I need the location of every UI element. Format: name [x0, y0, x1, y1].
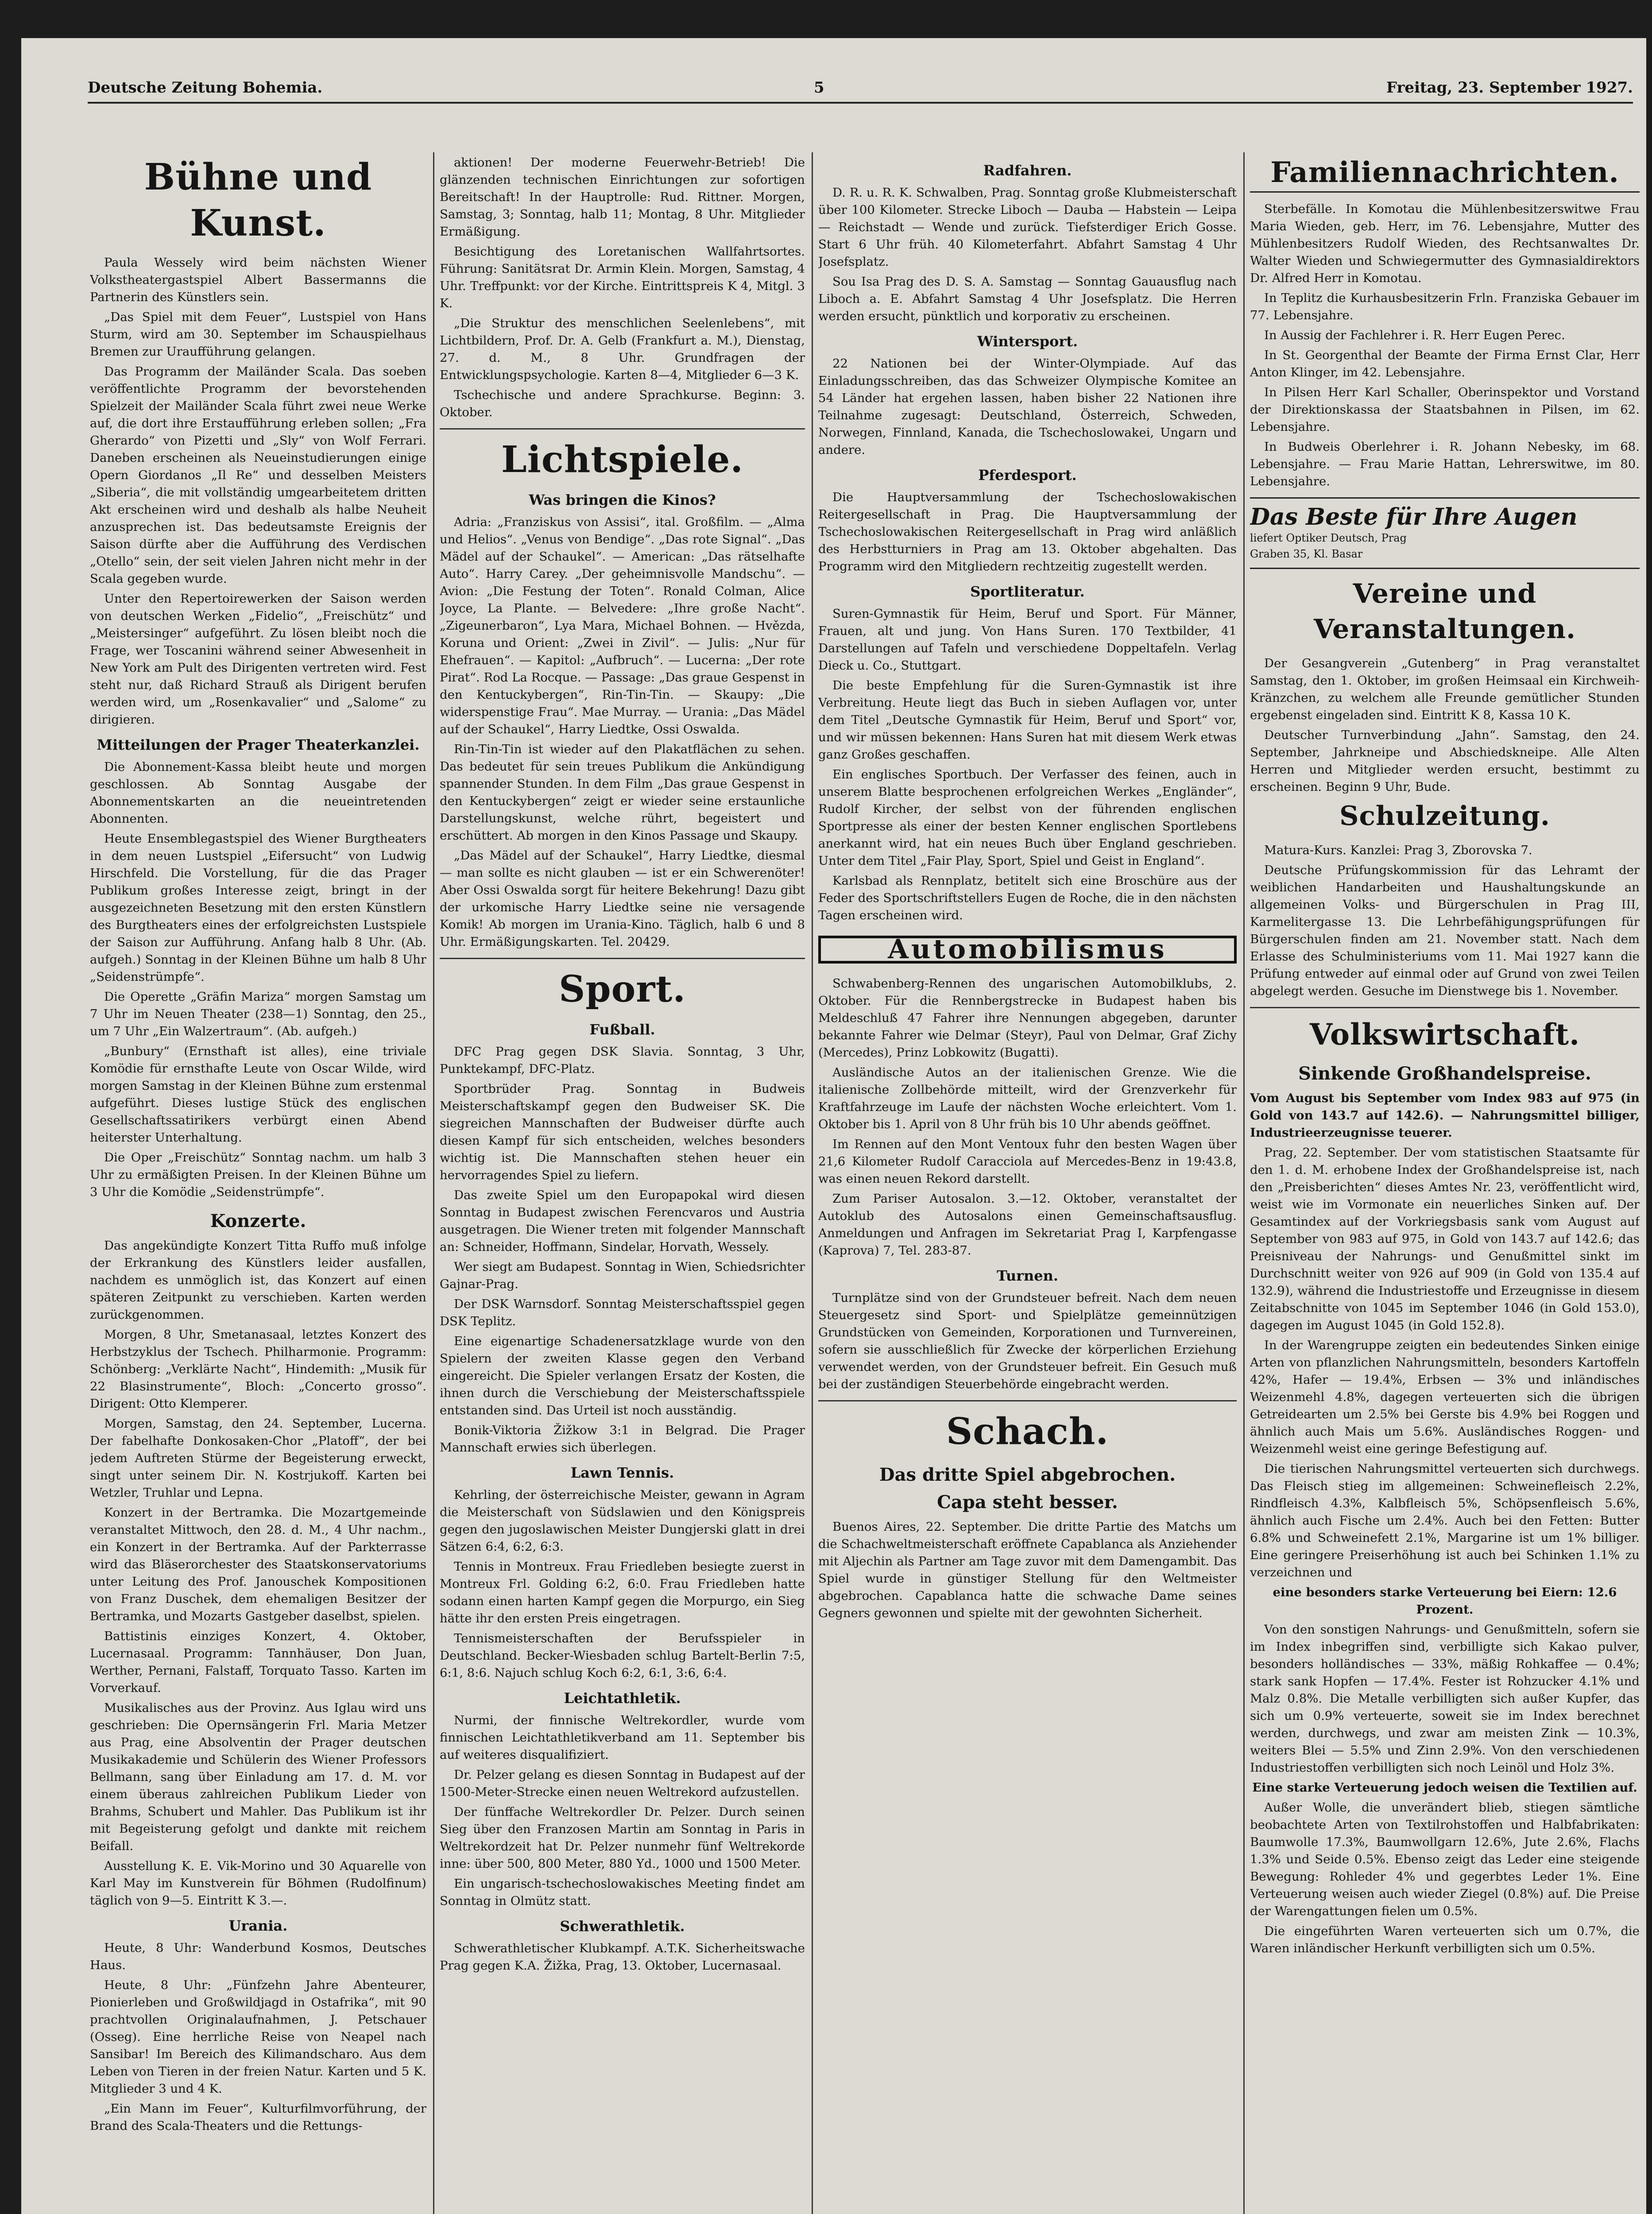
section-banner: Automobilismus: [818, 936, 1237, 964]
article-text: Deutsche Prüfungskommission für das Lehramt der weiblichen Handarbeiten und Haushaltungskunde an allgemeinen Volks- und Bürgerschulen in Prag III, Karmelitergasse 13. Die Lehrbefähigungsprüfungen für Bürgerschulen finden am 21. November statt. Nach dem Erlasse des Schulministeriums vom 11. Mai 1927 kann die Prüfung entweder auf einmal oder auf Grund von zwei Teilen abgelegt werden. Gesuche im Dienstwege bis 1. November.: [1250, 863, 1640, 998]
date-line: Freitag, 23. September 1927.: [1386, 79, 1633, 97]
header-rule: [88, 102, 1633, 104]
article-text: Die Operette „Gräfin Mariza“ morgen Samstag um 7 Uhr im Neuen Theater (238—1) Sonntag, den 25., um 7 Uhr „Ein Walzertraum“. (Ab. aufgeh.): [90, 990, 426, 1038]
article-text: Der DSK Warnsdorf. Sonntag Meisterschaftsspiel gegen DSK Teplitz.: [440, 1297, 805, 1328]
article-text: In Aussig der Fachlehrer i. R. Herr Eugen Perec.: [1264, 328, 1565, 342]
section-title: Schach.: [946, 1410, 1109, 1453]
article-text: Die eingeführten Waren verteuerten sich um 0.7%, die Waren inländischer Herkunft verbilligten sich um 0.5%.: [1250, 1924, 1640, 1955]
subsection-heading: Leichtathletik.: [564, 1690, 681, 1707]
ad-address: Graben 35, Kl. Basar: [1250, 548, 1363, 560]
article-text: Die Hauptversammlung der Tschechoslowakischen Reitergesellschaft in Prag. Die Hauptversammlung der Tschechoslowakischen Reitergesellschaft in Prag wird anläßlich des Herbstturniers in Prag am 13. Oktober abgehalten. Das Programm wird den Mitgliedern rechtzeitig zugestellt werden.: [818, 490, 1237, 573]
article-text: Ausstellung K. E. Vik-Morino und 30 Aquarelle von Karl May im Kunstverein für Böhmen (Rudolfinum) täglich von 9—5. Eintritt K 3.—.: [90, 1859, 426, 1908]
article-text: In Teplitz die Kurhausbesitzerin Frln. Franziska Gebauer im 77. Lebensjahre.: [1250, 291, 1640, 322]
article-text: Heute Ensemblegastspiel des Wiener Burgtheaters in dem neuen Lustspiel „Eifersucht“ von Ludwig Hirschfeld. Die Vorstellung, für die das Prager Publikum großes Interesse zeigt, bringt in der ausgezeichneten Besetzung mit den ersten Künstlern des Burgtheaters eines der erfolgreichsten Lustspiele der Saison zur Aufführung. Anfang halb 8 Uhr. (Ab. aufgeh.) Sonntag in der Kleinen Bühne um halb 8 Uhr „Seidenstrümpfe“.: [90, 832, 426, 984]
article-text: Rin-Tin-Tin ist wieder auf den Plakatflächen zu sehen. Das bedeutet für sein treues Publikum die Ankündigung spannender Stunden. In dem Film „Das graue Gespenst in den Kentuckybergen“ zeigt er wieder seine erstaunliche Darstellungskunst, welche rührt, begeistert und erschüttert. Ab morgen in den Kinos Passage und Skaupy.: [440, 742, 805, 843]
subsection-heading: Radfahren.: [983, 162, 1072, 179]
section-title: Volkswirtschaft.: [1309, 1017, 1580, 1052]
ad-headline: Das Beste für Ihre Augen: [1250, 503, 1578, 530]
article-text: Außer Wolle, die unverändert blieb, stiegen sämtliche beobachtete Arten von Textilrohstoffen und Halbfabrikaten: Baumwolle 17.3%, Baumwollgarn 12.6%, Jute 2.6%, Flachs 1.3% und Seide 0.5%. Ebenso zeigt das Leder eine steigende Bewegung: Rohleder 4% und gegerbtes Leder 1%. Eine Verteuerung weisen auch wieder Ziegel (0.8%) auf. Die Preise der Warengattungen fielen um 0.5%.: [1250, 1800, 1640, 1918]
article-text: In Pilsen Herr Karl Schaller, Oberinspektor und Vorstand der Direktionskassa der Staatsbahnen in Pilsen, im 62. Lebensjahre.: [1250, 385, 1640, 434]
article-emphasis: Eine starke Verteuerung jedoch weisen die Textilien auf.: [1252, 1780, 1637, 1795]
article-text: Eine eigenartige Schadenersatzklage wurde von den Spielern der zweiten Klasse gegen den Verband eingereicht. Die Spieler verlangen Ersatz der Kosten, die ihnen durch die Verschiebung der Meisterschaftsspiele entstanden sind. Das Urteil ist noch ausständig.: [440, 1334, 805, 1417]
column-1: [90, 154, 426, 2214]
article-text: Morgen, 8 Uhr, Smetanasaal, letztes Konzert des Herbstzyklus der Tschech. Philharmonie. Programm: Schönberg: „Verklärte Nacht“, Hindemith: „Musik für 22 Blasinstrumente“, Bloch: „Concerto grosso“. Dirigent: Otto Klemperer.: [90, 1328, 426, 1411]
article-text: Matura-Kurs. Kanzlei: Prag 3, Zborovska 7.: [1264, 843, 1532, 857]
article-text: Der fünffache Weltrekordler Dr. Pelzer. Durch seinen Sieg über den Franzosen Martin am Sonntag in Paris in Weltrekordzeit hat Dr. Pelzer nunmehr fünf Weltrekorde inne: über 500, 800 Meter, 880 Yd., 1000 und 1500 Meter.: [440, 1805, 805, 1871]
article-text: Das angekündigte Konzert Titta Ruffo muß infolge der Erkrankung des Künstlers leider ausfallen, nachdem es unmöglich ist, das Konzert auf einen späteren Zeitpunkt zu verschieben. Karten werden zurückgenommen.: [90, 1239, 426, 1322]
article-text: Die Abonnement-Kassa bleibt heute und morgen geschlossen. Ab Sonntag Ausgabe der Abonnementskarten an die neueintretenden Abonnenten.: [90, 760, 426, 826]
subsection-heading: Sinkende Großhandelspreise.: [1298, 1063, 1591, 1084]
article-text: Tschechische und andere Sprachkurse. Beginn: 3. Oktober.: [440, 388, 805, 419]
article-text: Schwabenberg-Rennen des ungarischen Automobilklubs, 2. Oktober. Für die Rennbergstrecke in Budapest haben bis Meldeschluß 47 Fahrer ihre Nennungen abgegeben, darunter bekannte Fahrer wie Delmar (Steyr), Paul von Delmar, Graf Zichy (Mercedes), Prinz Lobkowitz (Bugatti).: [818, 976, 1237, 1060]
subsection-heading: Mitteilungen der Prager Theaterkanzlei.: [97, 736, 420, 753]
article-text: „Ein Mann im Feuer“, Kulturfilmvorführung, der Brand des Scala-Theaters und die Rettungs-: [90, 2102, 426, 2133]
newspaper-page: [21, 38, 1646, 2214]
article-text: Ausländische Autos an der italienischen Grenze. Wie die italienische Zollbehörde mitteilt, wird der Grenzverkehr für Kraftfahrzeuge im Laufe der nächsten Woche erleichtert. Vom 1. Oktober bis 1. April von 8 Uhr früh bis 10 Uhr abends geöffnet.: [818, 1065, 1237, 1131]
article-text: Suren-Gymnastik für Heim, Beruf und Sport. Für Männer, Frauen, alt und jung. Von Hans Suren. 170 Textbilder, 41 Darstellungen auf Tafeln und verschiedene Doppeltafeln. Verlag Dieck u. Co., Stuttgart.: [818, 607, 1237, 673]
subsection-heading: Capa steht besser.: [937, 1492, 1118, 1513]
section-title: Lichtspiele.: [501, 438, 743, 481]
article-text: In der Warengruppe zeigten ein bedeutendes Sinken einige Arten von pflanzlichen Nahrungsmitteln, besonders Kartoffeln 42%, Hafer — 19.4%, Erbsen — 3% und inländisches Weizenmehl 4.8%, dagegen verteuerten sich die übrigen Getreidearten um 2.5% bei Gerste bis 4.9% bei Roggen und ähnlich auch Mais um 5.6%. Ausländisches Roggen- und Weizenmehl weist eine geringe Befestigung auf.: [1250, 1338, 1640, 1456]
article-text: In St. Georgenthal der Beamte der Firma Ernst Clar, Herr Anton Klinger, im 42. Lebensjahre.: [1250, 348, 1640, 379]
section-title: Sport.: [559, 968, 686, 1010]
article-text: Besichtigung des Loretanischen Wallfahrtsortes. Führung: Sanitätsrat Dr. Armin Klein. Morgen, Samstag, 4 Uhr. Treffpunkt: vor der Kirche. Eintrittspreis K 4, Mitgl. 3 K.: [440, 244, 805, 310]
article-text: Die Oper „Freischütz“ Sonntag nachm. um halb 3 Uhr zu ermäßigten Preisen. In der Kleinen Bühne um 3 Uhr die Komödie „Seidenstrümpfe“.: [90, 1150, 426, 1199]
subsection-heading: Urania.: [228, 1917, 288, 1934]
article-text: Bonik-Viktoria Žižkow 3:1 in Belgrad. Die Prager Mannschaft erwies sich überlegen.: [440, 1423, 805, 1455]
article-text: Das zweite Spiel um den Europapokal wird diesen Sonntag in Budapest zwischen Ferencvaros und Austria ausgetragen. Die Wiener treten mit folgender Mannschaft an: Schneider, Hoffmann, Sindelar, Horvath, Wessely.: [440, 1188, 805, 1254]
subsection-heading: Sportliteratur.: [970, 583, 1085, 600]
subsection-heading: Lawn Tennis.: [570, 1464, 674, 1481]
article-text: Schwerathletischer Klubkampf. A.T.K. Sicherheitswache Prag gegen K.A. Žižka, Prag, 13. Oktober, Lucernasaal.: [440, 1941, 805, 1973]
article-text: Musikalisches aus der Provinz. Aus Iglau wird uns geschrieben: Die Opernsängerin Frl. Maria Metzer aus Prag, eine Absolventin der Prager deutschen Musikakademie und Schülerin des Wiener Professors Bellmann, sang über Einladung am 17. d. M. vor einem überaus zahlreichen Publikum Lieder von Brahms, Schubert und Mahler. Das Publikum ist ihr mit Begeisterung gefolgt und dankte mit reichem Beifall.: [90, 1701, 426, 1853]
article-text: „Das Spiel mit dem Feuer“, Lustspiel von Hans Sturm, wird am 30. September im Schauspielhaus Bremen zur Uraufführung gelangen.: [90, 310, 426, 359]
column-rule: [812, 152, 813, 2214]
article-text: Heute, 8 Uhr: Wanderbund Kosmos, Deutsches Haus.: [90, 1941, 426, 1972]
article-text: Wer siegt am Budapest. Sonntag in Wien, Schiedsrichter Gajnar-Prag.: [440, 1260, 805, 1291]
subsection-heading: Das dritte Spiel abgebrochen.: [879, 1464, 1176, 1485]
article-text: Sou Isa Prag des D. S. A. Samstag — Sonntag Gauausflug nach Liboch a. E. Abfahrt Samstag 4 Uhr Josefsplatz. Die Herren werden ersucht, pünktlich und korporativ zu erscheinen.: [818, 275, 1237, 323]
article-text: Im Rennen auf den Mont Ventoux fuhr den besten Wagen über 21,6 Kilometer Rudolf Caracciola auf Mercedes-Benz in 19:43.8, was einen neuen Rekord darstellt.: [818, 1137, 1237, 1186]
article-emphasis: eine besonders starke Verteuerung bei Eiern: 12.6 Prozent.: [1273, 1585, 1617, 1617]
subsection-heading: Pferdesport.: [978, 467, 1077, 484]
article-text: D. R. u. R. K. Schwalben, Prag. Sonntag große Klubmeisterschaft über 100 Kilometer. Strecke Liboch — Dauba — Habstein — Leipa — Reichstadt — Wende und zurück. Tiefsterdiger Erich Gosse. Start 6 Uhr früh. 40 Kilometerfahrt. Abfahrt Samstag 4 Uhr Josefsplatz.: [818, 186, 1237, 269]
subsection-heading: Was bringen die Kinos?: [529, 492, 716, 508]
article-text: Karlsbad als Rennplatz, betitelt sich eine Broschüre aus der Feder des Sportschriftstellers Eugen de Roche, die in den nächsten Tagen erscheinen wird.: [818, 874, 1237, 922]
article-text: DFC Prag gegen DSK Slavia. Sonntag, 3 Uhr, Punktekampf, DFC-Platz.: [440, 1045, 805, 1076]
divider: [440, 958, 805, 959]
article-text: In Budweis Oberlehrer i. R. Johann Nebesky, im 68. Lebensjahre. — Frau Marie Hattan, Lehrerswitwe, im 80. Lebensjahre.: [1250, 440, 1640, 488]
article-text: 22 Nationen bei der Winter-Olympiade. Auf das Einladungsschreiben, das das Schweizer Olympische Komitee an 54 Länder hat ergehen lassen, haben bisher 22 Nationen ihre Teilnahme zugesagt: Deutschland, Österreich, Schweden, Norwegen, Finnland, Kanada, die Tschechoslowakei, Ungarn und andere.: [818, 356, 1237, 457]
ad-text: liefert Optiker Deutsch, Prag: [1250, 532, 1407, 544]
section-title: Vereine und Veranstaltungen.: [1313, 578, 1576, 645]
article-text: Konzert in der Bertramka. Die Mozartgemeinde veranstaltet Mittwoch, den 28. d. M., 4 Uhr nachm., ein Konzert in der Bertramka. Auf der Parkterrasse wird das Bläserorchester des Staatskonservatoriums unter Leitung des Prof. Janouschek Kompositionen von Franz Duschek, dem ehemaligen Besitzer der Bertramka, und Mozarts Gastgeber daselbst, spielen.: [90, 1506, 426, 1623]
article-text: Der Gesangverein „Gutenberg“ in Prag veranstaltet Samstag, den 1. Oktober, im großen Heimsaal ein Kirchweih-Kränzchen, zu welchem alle Freunde gemütlicher Stunden ergebenst eingeladen sind. Eintritt K 8, Kassa 10 K.: [1250, 656, 1640, 722]
page-header: [88, 79, 1633, 100]
article-text: Turnplätze sind von der Grundsteuer befreit. Nach dem neuen Steuergesetz sind Sport- und Spielplätze gemeinnützigen Grundstücken von Gemeinden, Korporationen und Turnvereinen, sofern sie ausschließlich für Zwecke der körperlichen Erziehung verwendet werden, von der Grundsteuer befreit. Ein Gesuch muß bei der zuständigen Steuerbehörde eingebracht werden.: [818, 1291, 1237, 1391]
article-text: Ein englisches Sportbuch. Der Verfasser des feinen, auch in unserem Blatte besprochenen erfolgreichen Werkes „Engländer“, Rudolf Kircher, der selbst von der führenden englischen Sportpresse als einer der besten Kenner englischen Sportlebens anerkannt wird, hat ein neues Buch über England geschrieben. Unter dem Titel „Fair Play, Sport, Spiel und Geist in England“.: [818, 767, 1237, 868]
article-text: Tennis in Montreux. Frau Friedleben besiegte zuerst in Montreux Frl. Golding 6:2, 6:0. Frau Friedleben hatte sodann einen harten Kampf gegen die Morpurgo, ein Sieg hätte ihr den ersten Preis eingetragen.: [440, 1560, 805, 1626]
column-rule: [433, 152, 434, 2214]
page-number: 5: [814, 79, 824, 97]
article-text: aktionen! Der moderne Feuerwehr-Betrieb! Die glänzenden technischen Einrichtungen zur sofortigen Bereitschaft! In der Hauptrolle: Rud. Rittner. Morgen, Samstag, 3; Sonntag, halb 11; Montag, 8 Uhr. Mitglieder Ermäßigung.: [440, 155, 805, 239]
article-text: Die beste Empfehlung für die Suren-Gymnastik ist ihre Verbreitung. Heute liegt das Buch in sieben Auflagen vor, unter dem Titel „Deutsche Gymnastik für Heim, Beruf und Sport“ vor, und wir müssen bekennen: Hans Suren hat mit diesem Werk etwas ganz Großes geschaffen.: [818, 678, 1237, 762]
article-text: „Die Struktur des menschlichen Seelenlebens“, mit Lichtbildern, Prof. Dr. A. Gelb (Frankfurt a. M.), Dienstag, 27. d. M., 8 Uhr. Grundfragen der Entwicklungspsychologie. Karten 8—4, Mitglieder 6—3 K.: [440, 316, 805, 382]
article-text: Von den sonstigen Nahrungs- und Genußmitteln, sofern sie im Index inbegriffen sind, verbilligte sich Kakao pulver, besonders holländisches — 33%, mäßig Rohkaffee — 0.4%; stark sank Hopfen — 17.4%. Fester ist Rohzucker 4.1% und Malz 0.8%. Die Metalle verbilligten sich außer Kupfer, das sich um 0.9% verteuerte, soweit sie im Index berechnet werden, durchwegs, und zwar am meisten Zink — 10.3%, weiters Blei — 5.5% und Zinn 2.9%. Von den verschiedenen Industriestoffen verbilligten sich noch Leinöl und Holz 3%.: [1250, 1622, 1640, 1775]
column-2: [440, 154, 805, 2214]
article-text: Paula Wessely wird beim nächsten Wiener Volkstheatergastspiel Albert Bassermanns die Partnerin des Künstlers sein.: [90, 255, 426, 304]
divider: [440, 428, 805, 430]
divider: [818, 1400, 1237, 1401]
article-lead: Vom August bis September vom Index 983 auf 975 (in Gold von 143.7 auf 142.6). — Nahrungsmittel billiger, Industrieerzeugnisse teuerer.: [1250, 1091, 1640, 1140]
divider: [1250, 1007, 1640, 1008]
article-text: Buenos Aires, 22. September. Die dritte Partie des Matchs um die Schachweltmeisterschaft eröffnete Capablanca als Anziehender mit Aljechin als Partner am Tage zuvor mit dem Damengambit. Das Spiel wurde in günstiger Stellung für den Weltmeister abgebrochen. Capablanca hatte die schwache Dame seines Gegners gewonnen und spielte mit der gewohnten Sicherheit.: [818, 1520, 1237, 1620]
column-rule: [1243, 152, 1245, 2214]
article-text: Ein ungarisch-tschechoslowakisches Meeting findet am Sonntag in Olmütz statt.: [440, 1877, 805, 1908]
subsection-heading: Schwerathletik.: [560, 1918, 685, 1935]
article-text: Sportbrüder Prag. Sonntag in Budweis Meisterschaftskampf gegen den Budweiser SK. Die siegreichen Mannschaften der Budweiser dürfte auch diesen Kampf für sich entscheiden, welches besonders wichtig ist. Die Mannschaften stehen heuer ein hervorragendes Spiel zu liefern.: [440, 1082, 805, 1182]
column-3: [818, 154, 1237, 2214]
subsection-heading: Konzerte.: [210, 1211, 306, 1231]
article-text: „Das Mädel auf der Schaukel“, Harry Liedtke, diesmal — man sollte es nicht glauben — ist er ein Schwerenöter! Aber Ossi Oswalda sorgt für heitere Bekehrung! Dazu gibt der urkomische Harry Liedtke seine nie versagende Komik! Ab morgen im Urania-Kino. Täglich, halb 6 und 8 Uhr. Ermäßigungskarten. Tel. 20429.: [440, 848, 805, 949]
section-title: Bühne und Kunst.: [144, 156, 372, 244]
article-text: Heute, 8 Uhr: „Fünfzehn Jahre Abenteurer, Pionierleben und Großwildjagd in Ostafrika“, mit 90 prachtvollen Originalaufnahmen, J. Petschauer (Osseg). Eine herrliche Reise von Neapel nach Sansibar! Im Bereich des Kilimandscharo. Aus dem Leben von Tieren in der freien Natur. Karten und 5 K. Mitglieder 3 und 4 K.: [90, 1978, 426, 2096]
article-text: Die tierischen Nahrungsmittel verteuerten sich durchwegs. Das Fleisch stieg im allgemeinen: Schweinefleisch 2.2%, Rindfleisch 4.3%, Kalbfleisch 5%, Schöpsenfleisch 5.6%, ähnlich auch Fische um 2.4%. Auch bei den Fetten: Butter 6.8% und Schweinefett 2.1%, Margarine ist um 1% billiger. Eine geringere Preiserhöhung ist auch bei Schinken 1.1% zu verzeichnen und: [1250, 1462, 1640, 1579]
subsection-heading: Fußball.: [589, 1021, 655, 1038]
section-title: Familiennachrichten.: [1250, 154, 1640, 193]
article-text: Das Programm der Mailänder Scala. Das soeben veröffentlichte Programm der bevorstehenden Spielzeit der Mailänder Scala führt zwei neue Werke auf, die dort ihre Erstaufführung erleben sollen; „Fra Gherardo“ von Pizetti und „Sly“ von Wolf Ferrari. Daneben erscheinen als Neueinstudierungen einige Opern Giordanos „Il Re“ und desselben Meisters „Siberia“, die mit vollständig umgearbeitetem dritten Akt erscheinen wird und deshalb als halbe Neuheit anzusprechen ist. Das bedeutsamste Ereignis der Saison dürfte aber die Aufführung des Verdischen „Otello“ sein, der seit vielen Jahren nicht mehr in der Scala gegeben wurde.: [90, 364, 426, 586]
article-text: Deutscher Turnverbindung „Jahn“. Samstag, den 24. September, Jahrkneipe und Abschiedskneipe. Alle Alten Herren und Mitglieder werden ersucht, bestimmt zu erscheinen. Beginn 9 Uhr, Bude.: [1250, 728, 1640, 794]
article-text: Sterbefälle. In Komotau die Mühlenbesitzerswitwe Frau Maria Wieden, geb. Herr, im 76. Lebensjahre, Mutter des Mühlenbesitzers Rudolf Wieden, des Rechtsanwaltes Dr. Walter Wieden und Schwiegermutter des Gymnasialdirektors Dr. Alfred Herr in Komotau.: [1250, 202, 1640, 285]
article-text: Dr. Pelzer gelang es diesen Sonntag in Budapest auf der 1500-Meter-Strecke einen neuen Weltrekord aufzustellen.: [440, 1768, 805, 1799]
article-text: Nurmi, der finnische Weltrekordler, wurde vom finnischen Leichtathletikverband am 11. September bis auf weiteres disqualifiziert.: [440, 1713, 805, 1762]
section-title: Schulzeitung.: [1339, 801, 1550, 832]
article-text: Battistinis einziges Konzert, 4. Oktober, Lucernasaal. Programm: Tannhäuser, Don Juan, Werther, Pernani, Falstaff, Torquato Tasso. Karten im Vorverkauf.: [90, 1629, 426, 1695]
article-text: „Bunbury“ (Ernsthaft ist alles), eine triviale Komödie für ernsthafte Leute von Oscar Wilde, wird morgen Samstag in der Kleinen Bühne zum erstenmal aufgeführt. Dieses lustige Stück des englischen Gesellschaftssatirikers verbürgt einen Abend heiterster Unterhaltung.: [90, 1044, 426, 1145]
optician-ad: [1250, 497, 1640, 569]
article-text: Morgen, Samstag, den 24. September, Lucerna. Der fabelhafte Donkosaken-Chor „Platoff“, der bei jedem Auftreten Stürme der Begeisterung erweckt, singt unter seinem Dir. N. Kostrjukoff. Karten bei Wetzler, Truhlar und Lepna.: [90, 1417, 426, 1500]
subsection-heading: Wintersport.: [977, 333, 1078, 350]
masthead: Deutsche Zeitung Bohemia.: [88, 79, 323, 97]
article-text: Unter den Repertoirewerken der Saison werden von deutschen Werken „Fidelio“, „Freischütz“ und „Meistersinger“ aufgeführt. Zu lösen bleibt noch die Frage, wer Toscanini während seiner Abwesenheit in New York am Pult des Dirigenten vertreten wird. Fest steht nur, daß Richard Strauß als Dirigent berufen werden wird, um „Rosenkavalier“ und „Salome“ zu dirigieren.: [90, 592, 426, 727]
article-text: Zum Pariser Autosalon. 3.—12. Oktober, veranstaltet der Autoklub des Autosalons einen Gemeinschaftsausflug. Anmeldungen und Anfragen im Sekretariat Prag I, Karpfengasse (Kaprova) 7, Tel. 283-87.: [818, 1192, 1237, 1258]
subsection-heading: Turnen.: [996, 1267, 1059, 1284]
column-4: [1250, 154, 1640, 2214]
article-text: Prag, 22. September. Der vom statistischen Staatsamte für den 1. d. M. erhobene Index der Großhandelspreise ist, nach den „Preisberichten“ dieses Amtes Nr. 23, veröffentlicht wird, weist wie im Vormonate ein neuerliches Sinken auf. Der Gesamtindex auf der Vorkriegsbasis sank vom August auf September von 983 auf 975, in Gold von 143.7 auf 142.6; das Preisniveau der Nahrungs- und Genußmittel sinkt im Durchschnitt weiter von 926 auf 909 (in Gold von 135.4 auf 132.9), während die Industriestoffe und Erzeugnisse in diesem Zeitabschnitte von 1045 im September 1046 (in Gold 153.0), dagegen im August 1045 (in Gold 152.8).: [1250, 1146, 1640, 1332]
article-text: Kehrling, der österreichische Meister, gewann in Agram die Meisterschaft von Südslawien und den Königspreis gegen den jugoslawischen Meister Dungjerski glatt in drei Sätzen 6:4, 6:2, 6:3.: [440, 1488, 805, 1554]
article-text: Adria: „Franziskus von Assisi“, ital. Großfilm. — „Alma und Helios“. „Venus von Bendige“. „Das rote Signal“. „Das Mädel auf der Schaukel“. — American: „Das rätselhafte Auto“. Harry Carey. „Der geheimnisvolle Mandschu“. — Avion: „Die Festung der Toten“. Ronald Colman, Alice Joyce, La Plante. — Belvedere: „Ihre große Nacht“. „Zigeunerbaron“, Lya Mara, Michael Bohnen. — Hvězda, Koruna und Orient: „Zwei in Zivil“. — Julis: „Nur für Ehefrauen“. — Kapitol: „Aufbruch“. — Lucerna: „Der rote Pirat“. Rod La Rocque. — Passage: „Das graue Gespenst in den Kentuckybergen“, Rin-Tin-Tin. — Skaupy: „Die widerspenstige Frau“. Mae Murray. — Urania: „Das Mädel auf der Schaukel“, Harry Liedtke, Ossi Oswalda.: [440, 515, 805, 736]
article-text: Tennismeisterschaften der Berufsspieler in Deutschland. Becker-Wiesbaden schlug Bartelt-Berlin 7:5, 6:1, 8:6. Najuch schlug Koch 6:2, 6:1, 3:6, 6:4.: [440, 1631, 805, 1680]
